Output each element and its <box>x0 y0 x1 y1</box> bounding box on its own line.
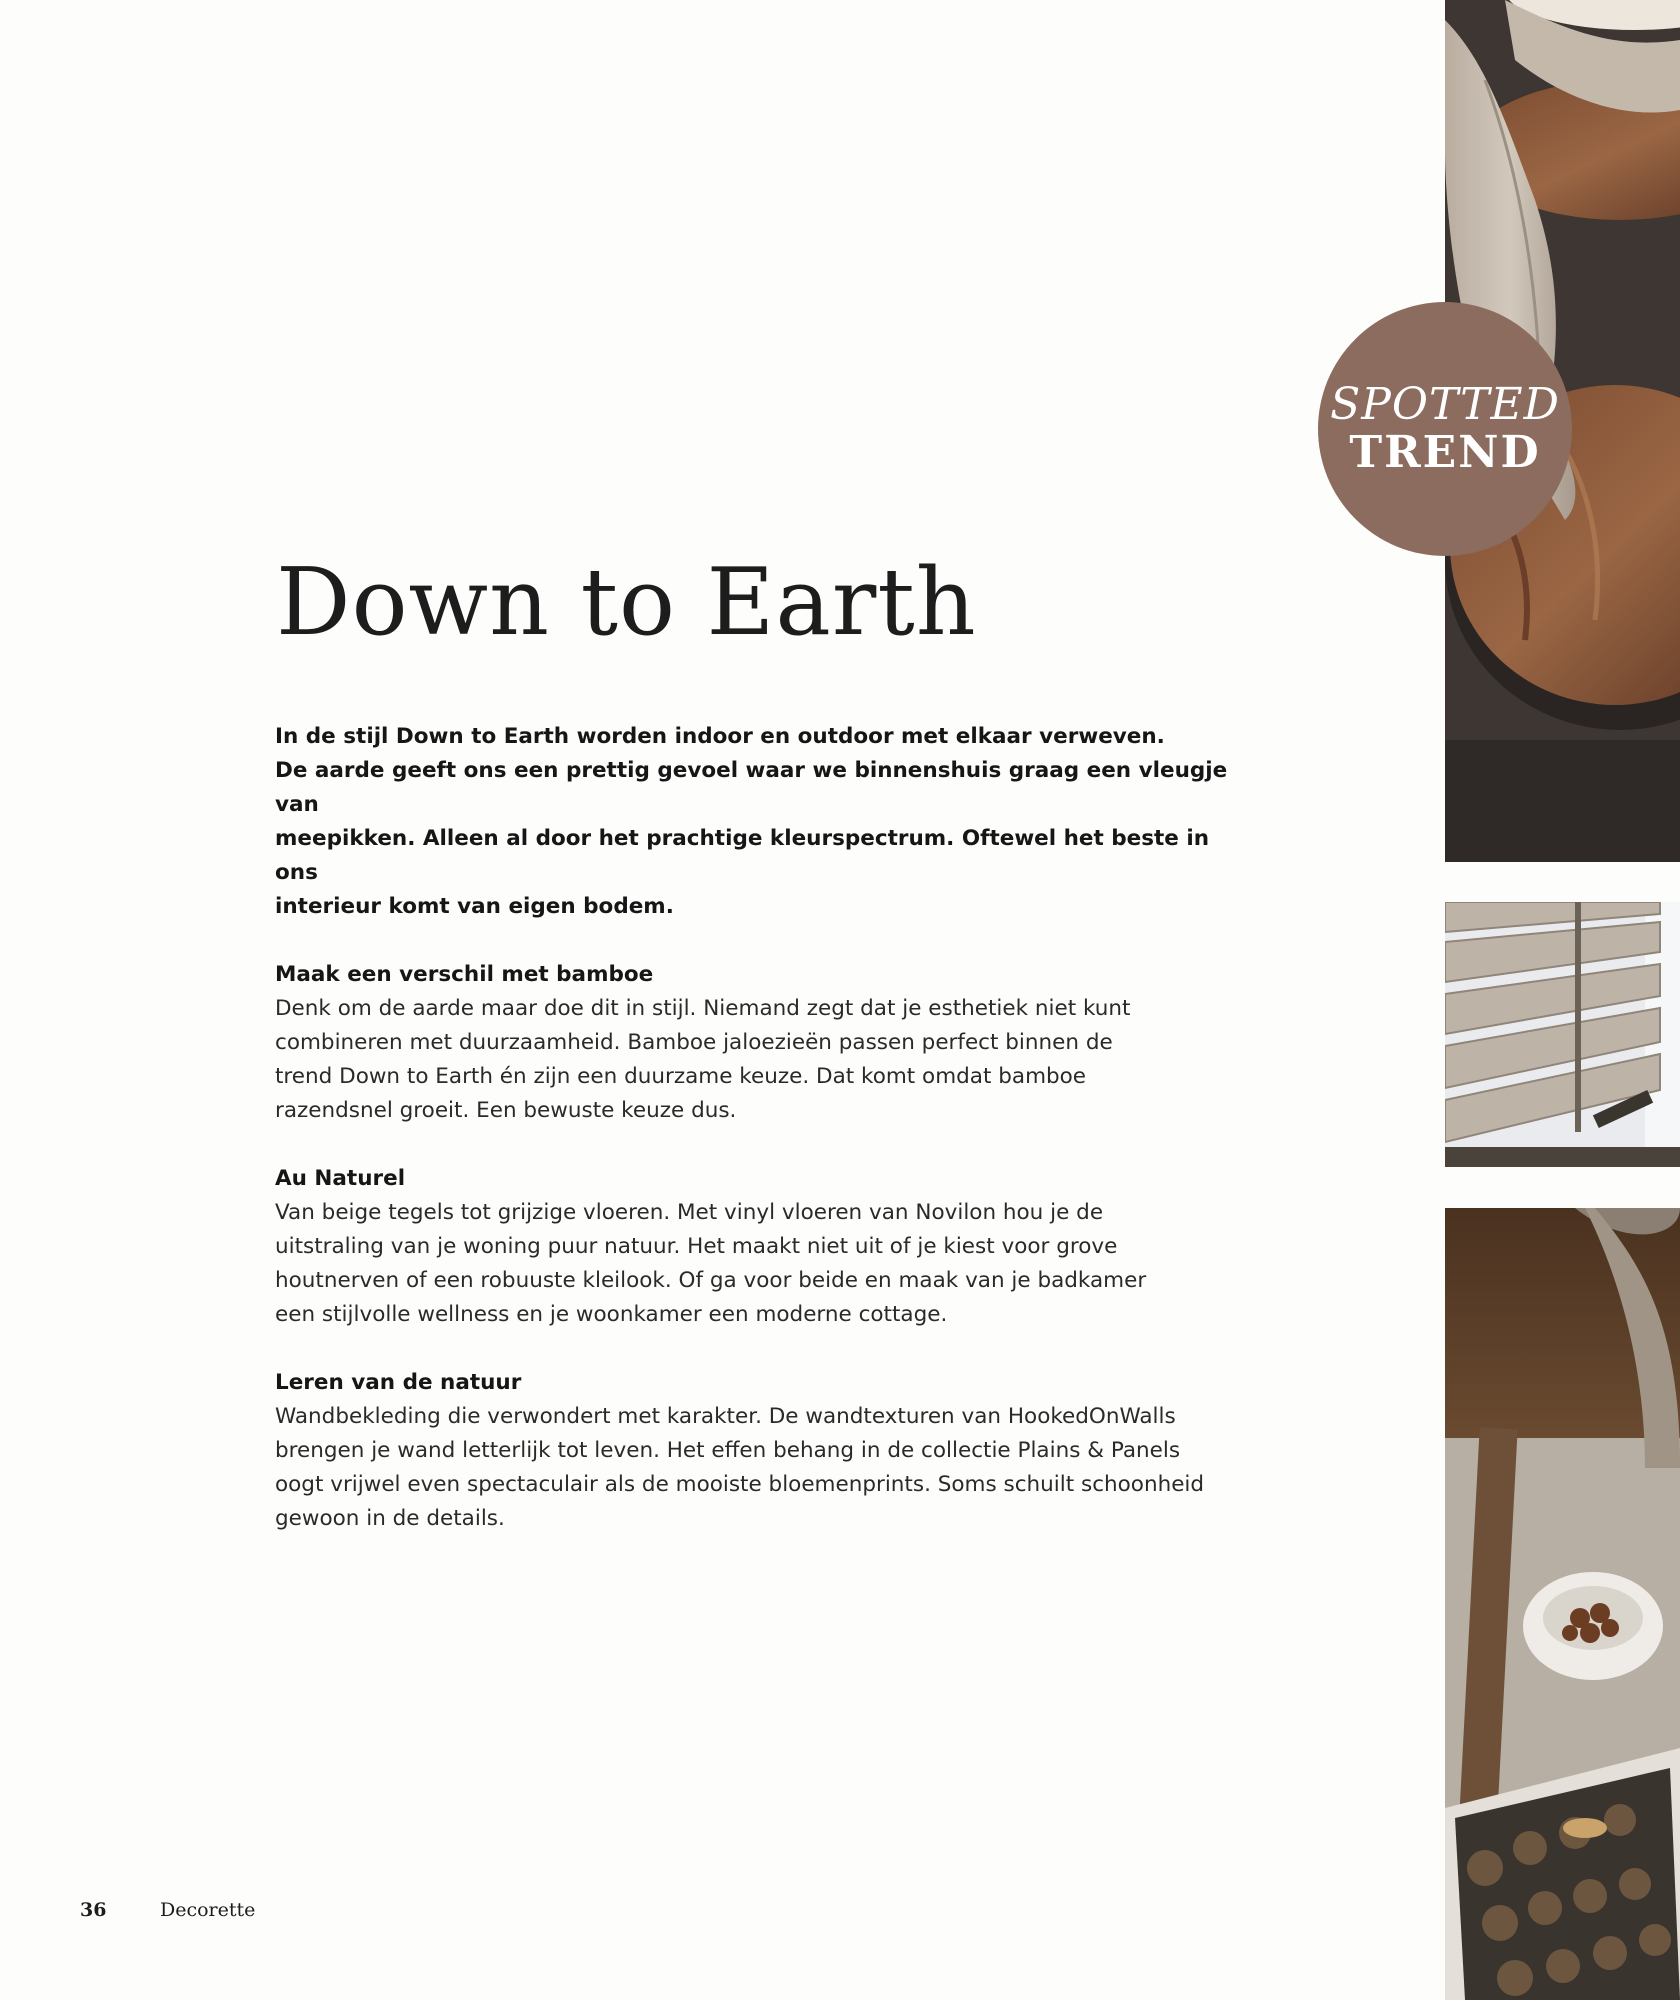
intro-line: De aarde geeft ons een prettig gevoel waar we binnenshuis graag een vleugje van <box>275 758 1228 817</box>
section-line: trend Down to Earth én zijn een duurzame keuze. Dat komt omdat bamboe <box>275 1064 1087 1089</box>
section-line: razendsnel groeit. Een bewuste keuze dus. <box>275 1098 737 1123</box>
section-line: een stijlvolle wellness en je woonkamer een moderne cottage. <box>275 1302 948 1327</box>
badge-line-2: TREND <box>1349 427 1541 478</box>
section-heading: Leren van de natuur <box>275 1370 522 1395</box>
section-heading: Au Naturel <box>275 1166 406 1191</box>
photo-chair-bowl-cookies <box>1445 1208 1680 2000</box>
section-au-naturel <box>275 1162 1230 1332</box>
section-line: oogt vrijwel even spectaculair als de mooiste bloemenprints. Soms schuilt schoonheid <box>275 1472 1205 1497</box>
page-number: 36 <box>80 1899 107 1921</box>
intro-line: meepikken. Alleen al door het prachtige kleurspectrum. Oftewel het beste in ons <box>275 826 1210 885</box>
intro-line: interieur komt van eigen bodem. <box>275 894 674 919</box>
page-title: Down to Earth <box>276 548 977 656</box>
section-line: gewoon in de details. <box>275 1506 505 1531</box>
section-heading: Maak een verschil met bamboe <box>275 962 654 987</box>
article-body <box>275 720 1230 1536</box>
section-line: combineren met duurzaamheid. Bamboe jaloezieën passen perfect binnen de <box>275 1030 1113 1055</box>
badge-line-1: SPOTTED <box>1330 379 1560 430</box>
section-line: Wandbekleding die verwondert met karakter. De wandtexturen van HookedOnWalls <box>275 1404 1176 1429</box>
section-line: Van beige tegels tot grijzige vloeren. Met vinyl vloeren van Novilon hou je de <box>275 1200 1104 1225</box>
spotted-trend-badge <box>1318 302 1572 556</box>
publication-name: Decorette <box>160 1899 256 1921</box>
section-line: houtnerven of een robuuste kleilook. Of ga voor beide en maak van je badkamer <box>275 1268 1147 1293</box>
intro-paragraph <box>275 720 1230 924</box>
photo-bamboo-blinds <box>1445 902 1680 1167</box>
section-bamboe <box>275 958 1230 1128</box>
section-line: Denk om de aarde maar doe dit in stijl. Niemand zegt dat je esthetiek niet kunt <box>275 996 1131 1021</box>
section-line: brengen je wand letterlijk tot leven. Het effen behang in de collectie Plains & Panels <box>275 1438 1181 1463</box>
section-natuur <box>275 1366 1230 1536</box>
section-line: uitstraling van je woning puur natuur. Het maakt niet uit of je kiest voor grove <box>275 1234 1118 1259</box>
intro-line: In de stijl Down to Earth worden indoor en outdoor met elkaar verweven. <box>275 724 1165 749</box>
